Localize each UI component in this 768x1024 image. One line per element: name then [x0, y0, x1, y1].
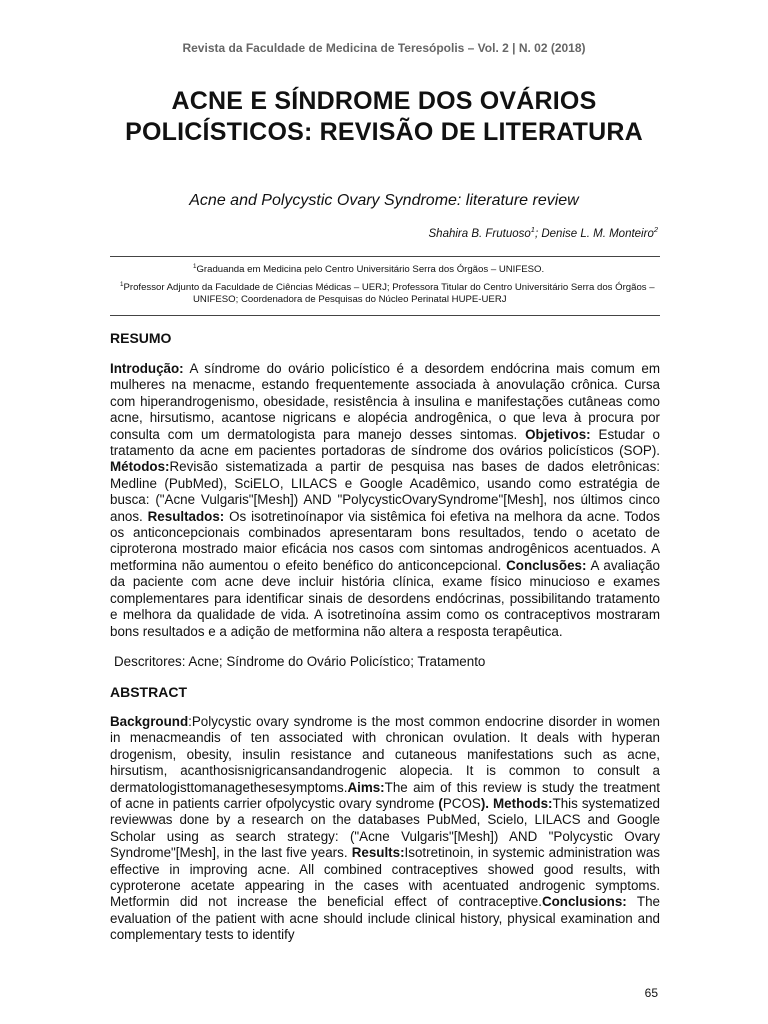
- label-resultados: Resultados:: [147, 508, 225, 524]
- affiliation-text: Graduanda em Medicina pelo Centro Universitário Serra dos Órgãos – UNIFESO.: [196, 264, 545, 275]
- text-objetivos: Estudar o tratamento da acne em pacientes portadoras de síndrome dos ovários policísticos (SOP).: [110, 426, 660, 459]
- text-conclusions: The evaluation of the patient with acne should include clinical history, physical examination and complementary tests to identify: [110, 894, 660, 943]
- divider: [110, 256, 660, 257]
- article-subtitle: Acne and Polycystic Ovary Syndrome: literature review: [189, 192, 579, 209]
- label-metodos: Métodos:: [110, 459, 170, 475]
- label-aims: Aims:: [347, 779, 385, 795]
- resumo-paragraph: [110, 361, 660, 640]
- affiliation-mark: 1: [120, 280, 124, 288]
- affiliation: [120, 282, 655, 306]
- text-results: Isotretinoin, in systemic administration was effective in improving acne. All combined contraceptives showed good results, with cyproterone acetate appearing in the cases with acentuated androgenic symptoms. Metformin did not increase the beneficial effect of contraceptive.: [110, 845, 660, 910]
- label-conclusoes: Conclusões:: [506, 557, 587, 573]
- text-pcos: PCOS: [442, 796, 481, 812]
- affiliation-text: Professor Adjunto da Faculdade de Ciências Médicas – UERJ; Professora Titular do Centro Universitário Serra dos Órgãos – UNIFESO; Coordenadora de Pesquisas do Núcleo Perinatal HUPE-UERJ: [123, 282, 655, 305]
- text-aims: The aim of this review is study the treatment of acne in patients carrier ofpolycystic ovary syndrome: [110, 779, 660, 812]
- author-affiliation-mark: 1: [530, 225, 535, 235]
- descritores: Descritores: Acne; Síndrome do Ovário Policístico; Tratamento: [114, 654, 486, 669]
- text-methods: This systematized reviewwas done by a research on the databases PubMed, Scielo, LILACS and Google Scholar using as search strategy: ("Acne Vulgaris"[Mesh]) AND "Polycystic Ovary Syndrome"[Mesh], in the last five years.: [110, 796, 660, 861]
- author-name: Denise L. M. Monteiro: [541, 228, 654, 240]
- pcos-close: ).: [480, 796, 494, 812]
- affiliation-mark: 1: [193, 262, 197, 270]
- section-heading-resumo: RESUMO: [110, 330, 172, 346]
- divider: [110, 315, 660, 316]
- label-introducao: Introdução:: [110, 361, 184, 376]
- journal-header: Revista da Faculdade de Medicina de Teresópolis – Vol. 2 | N. 02 (2018): [182, 41, 586, 55]
- label-methods: Methods:: [493, 796, 553, 812]
- text-background: :Polycystic ovary syndrome is the most common endocrine disorder in women in menacmeandis of ten associated with chronican ovulation. It deals with hyperan drogenism, obesity, insulin resistance and cutaneous manifestations such as acne, hirsutism, acanthosisnigricansandandrogenic alopecia. It is common to consult a dermatologisttomanagethesesymptoms.: [110, 714, 660, 795]
- author-name: Shahira B. Frutuoso: [428, 228, 531, 240]
- label-results: Results:: [351, 845, 405, 861]
- text-metodos: Revisão sistematizada a partir de pesquisa nas bases de dados eletrônicas: Medline (PubMed), SciELO, LILACS e Google Acadêmico, usando como estratégia de busca: ("Acne Vulgaris"[Mesh]) AND "PolycysticOvarySyndrome"[Mesh], nos últimos cinco anos.: [110, 459, 660, 524]
- article-title: ACNE E SÍNDROME DOS OVÁRIOS POLICÍSTICOS: REVISÃO DE LITERATURA: [125, 87, 643, 146]
- affiliation: [193, 264, 653, 276]
- text-introducao: A síndrome do ovário policístico é a desordem endócrina mais comum em mulheres na menacme, estando frequentemente associada à anovulação crônica. Cursa com hiperandrogenismo, obesidade, resistência à insulina e manifestações cutâneas como acne, hirsutismo, acantose nigricans e alopécia androgênica, o que leva à procura por consulta com um dermatologista para manejo desses sintomas.: [110, 361, 660, 442]
- author-separator: ;: [534, 228, 542, 240]
- section-heading-abstract: ABSTRACT: [110, 684, 187, 700]
- label-conclusions: Conclusions:: [541, 894, 627, 910]
- author-affiliation-mark: 2: [653, 225, 658, 235]
- text-conclusoes: A avaliação da paciente com acne deve incluir história clínica, exame físico minucioso e exames complementares para identificar sinais de desordens endócrinas, possibilitando tratamento e melhora da qualidade de vida. A isotretinoína assim como os contraceptivos mostraram bons resultados e a adição de metformina não altera a resposta terapêutica.: [110, 557, 660, 639]
- label-background: Background: [110, 714, 189, 729]
- label-objetivos: Objetivos:: [525, 426, 591, 442]
- abstract-paragraph: [110, 714, 660, 944]
- page-number: 65: [644, 986, 658, 1000]
- text-resultados: Os isotretinoínapor via sistêmica foi efetiva na melhora da acne. Todos os anticoncepcionais combinados apresentaram bons resultados, tendo o acetato de ciproterona mostrado maior eficácia nos casos com sintomas androgênicos acentuados. A metformina não aumentou o efeito benéfico do anticoncepcional.: [110, 508, 660, 573]
- author-line: [428, 225, 658, 240]
- pcos-open: (: [438, 796, 443, 812]
